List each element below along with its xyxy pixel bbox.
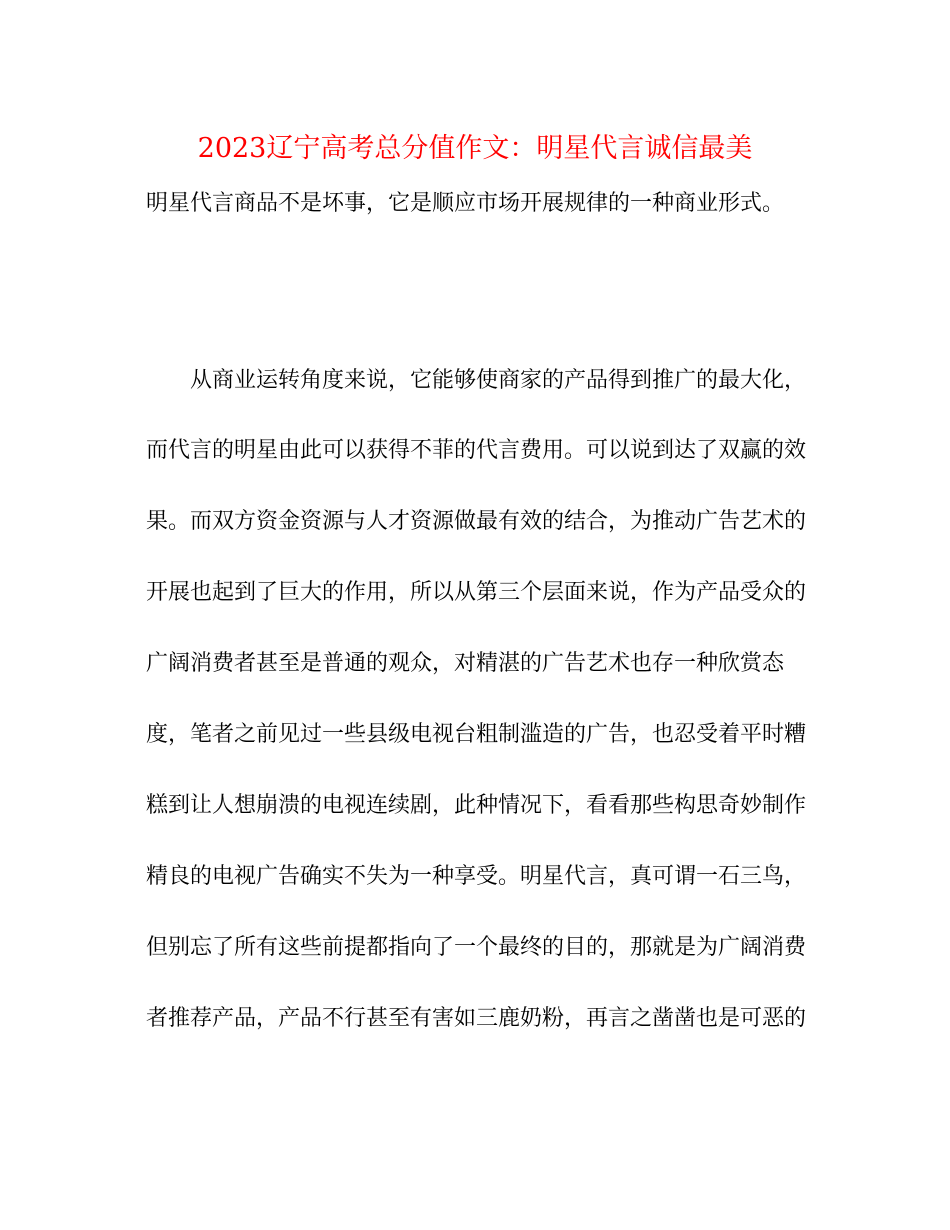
- paragraph-line: 但别忘了所有这些前提都指向了一个最终的目的，那就是为广阔消费: [146, 935, 807, 960]
- paragraph-line: 果。而双方资金资源与人才资源做最有效的结合，为推动广告艺术的: [146, 509, 807, 534]
- intro-paragraph: 明星代言商品不是坏事，它是顺应市场开展规律的一种商业形式。: [146, 191, 785, 216]
- paragraph-line: 糕到让人想崩溃的电视连续剧，此种情况下，看看那些构思奇妙制作: [146, 793, 807, 818]
- paragraph-line: 从商业运转角度来说，它能够使商家的产品得到推广的最大化，: [190, 368, 807, 393]
- paragraph-line: 开展也起到了巨大的作用，所以从第三个层面来说，作为产品受众的: [146, 580, 807, 605]
- paragraph-line: 而代言的明星由此可以获得不菲的代言费用。可以说到达了双赢的效: [146, 438, 807, 463]
- document-title: 2023辽宁高考总分值作文：明星代言诚信最美: [197, 133, 753, 164]
- paragraph-line: 精良的电视广告确实不失为一种享受。明星代言，真可谓一石三鸟，: [146, 864, 807, 889]
- paragraph-line: 者推荐产品，产品不行甚至有害如三鹿奶粉，再言之凿凿也是可恶的: [146, 1006, 807, 1031]
- paragraph-line: 度，笔者之前见过一些县级电视台粗制滥造的广告，也忍受着平时糟: [146, 722, 807, 747]
- paragraph-line: 广阔消费者甚至是普通的观众，对精湛的广告艺术也存一种欣赏态: [146, 651, 785, 676]
